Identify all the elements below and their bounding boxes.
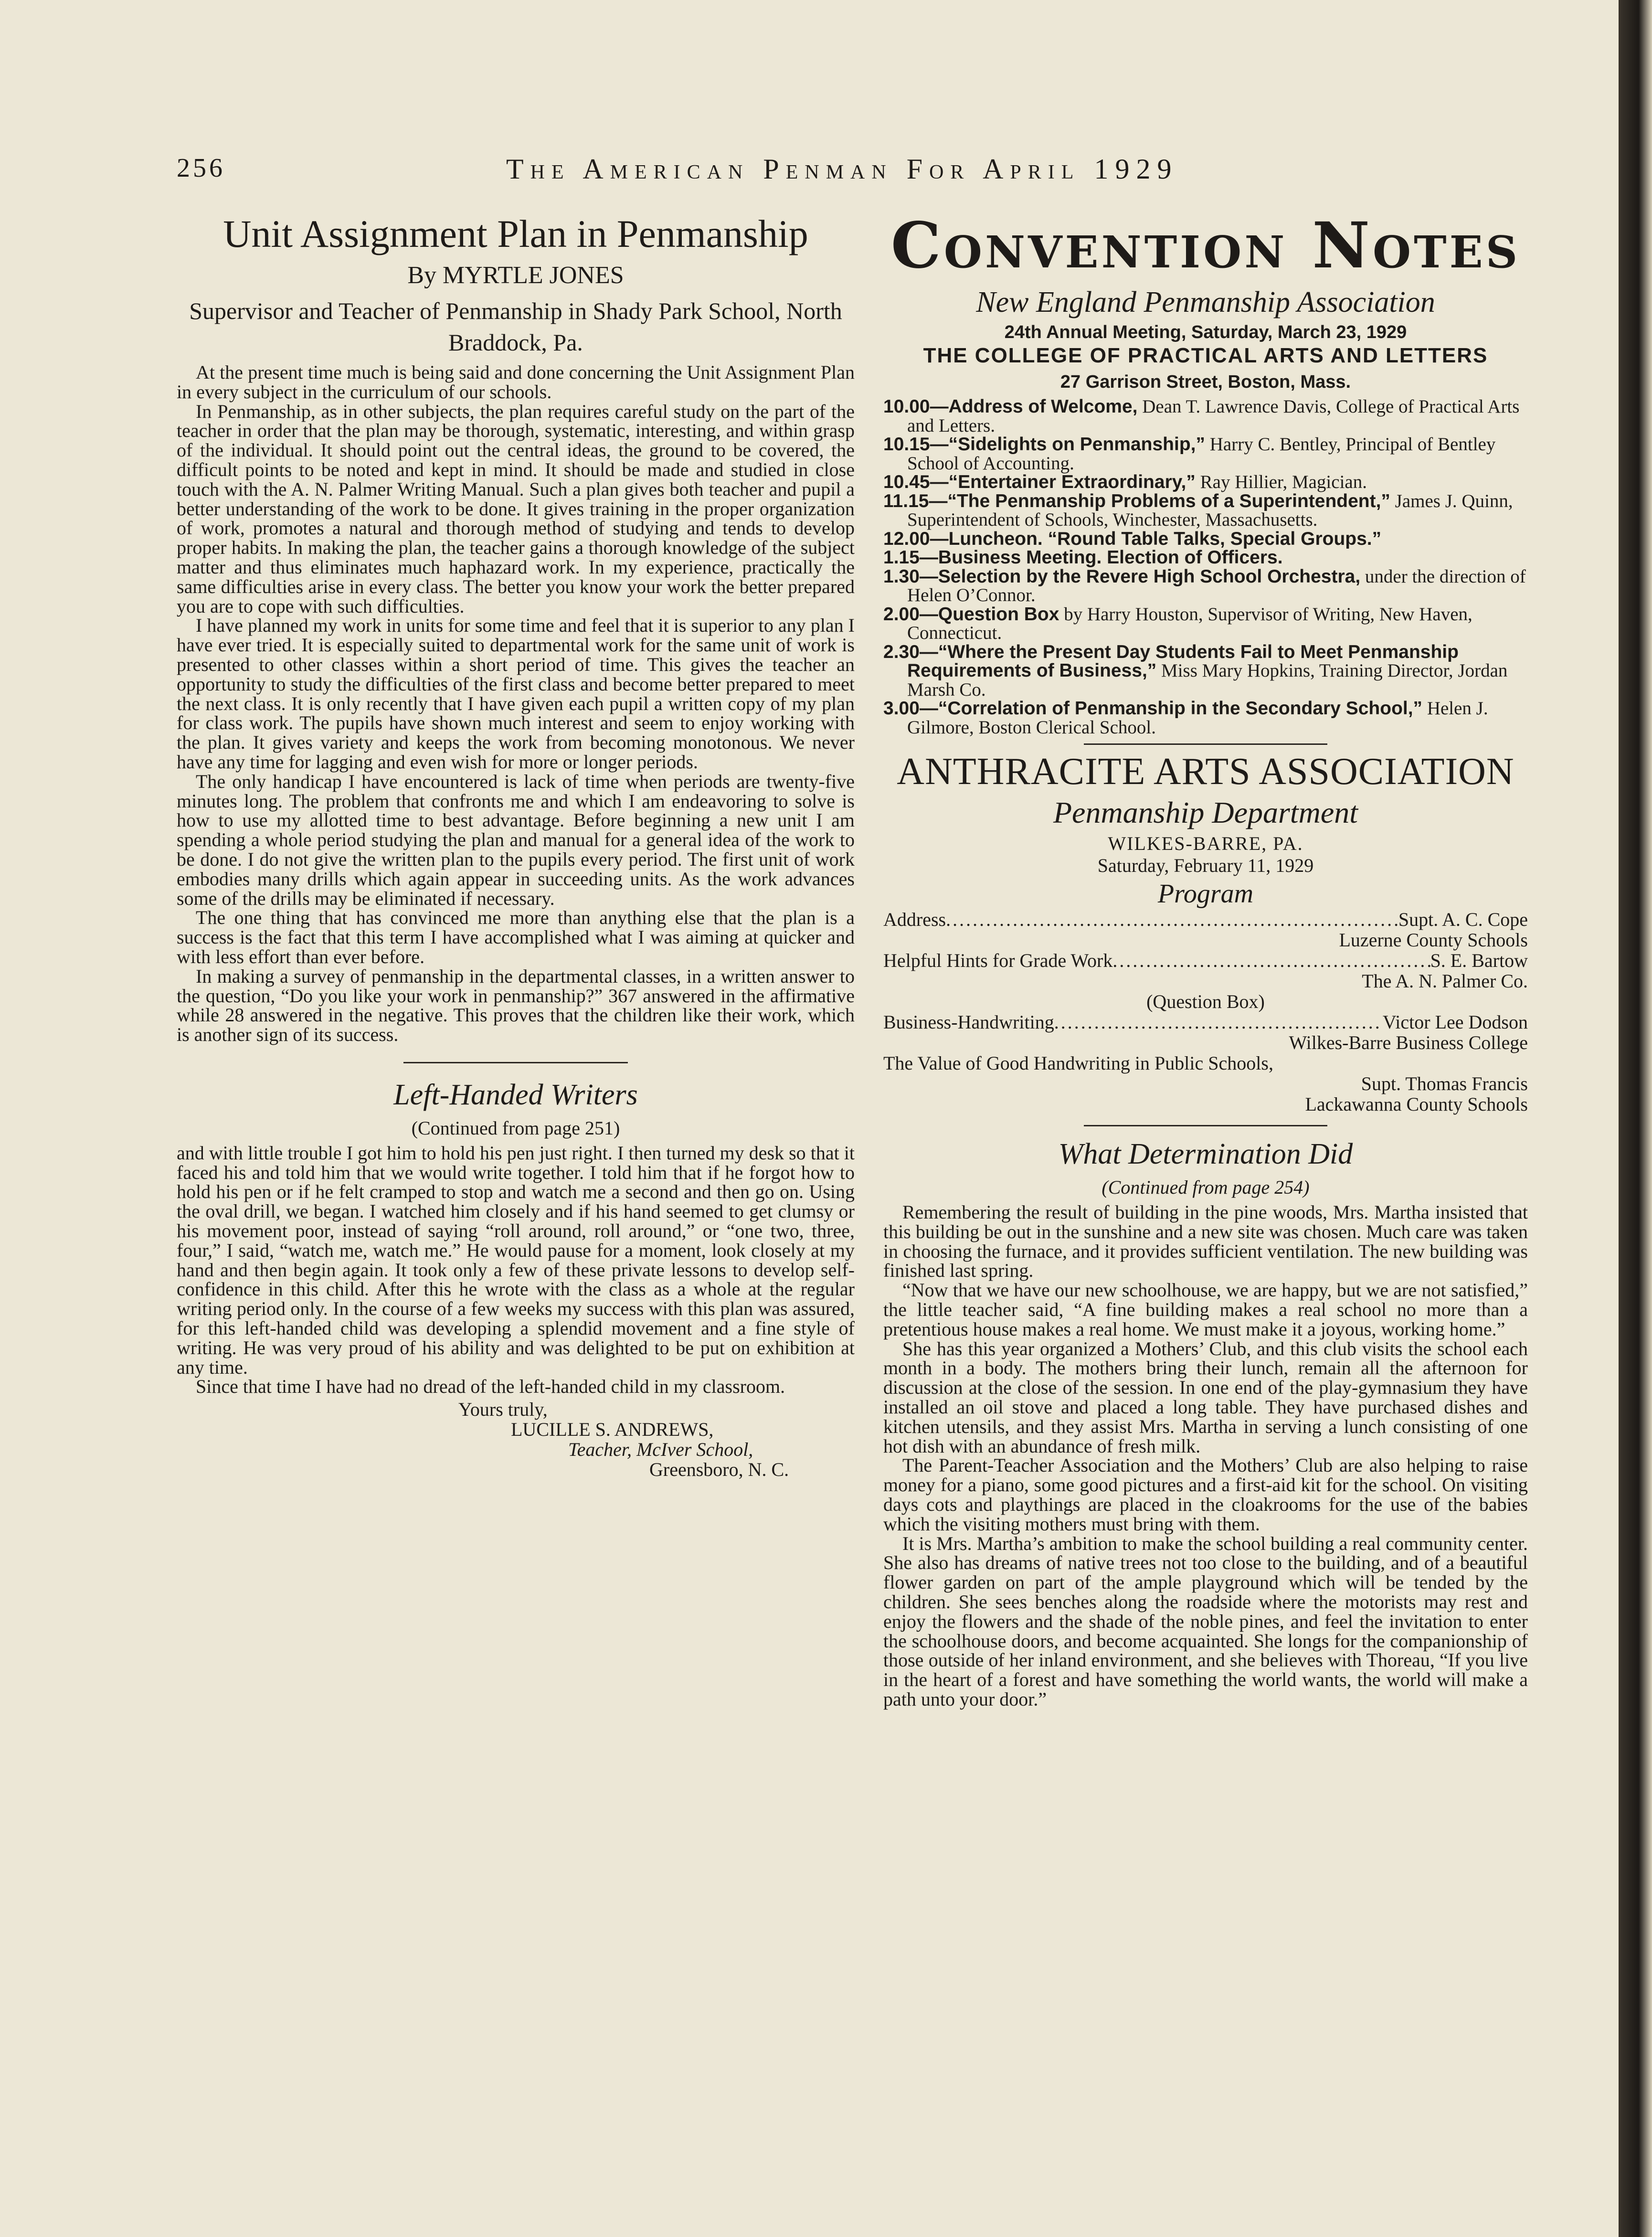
continued-note: (Continued from page 251)	[411, 1117, 620, 1139]
program-row: Business-Handwriting ..... Victor Lee Dodson	[883, 1012, 1528, 1032]
speaker-affiliation: Wilkes-Barre Business College	[1289, 1032, 1528, 1053]
program-item: 10.15—“Sidelights on Penmanship,” Harry C. Bentley, Principal of Bentley School of Accounting.	[883, 434, 1496, 474]
program-item: 10.00—Address of Welcome, Dean T. Lawrence Davis, College of Practical Arts and Letters.	[883, 396, 1520, 436]
article-title: Left-Handed Writers	[393, 1078, 638, 1111]
signer-title: Teacher, McIver School,	[568, 1439, 753, 1461]
paragraph: The Parent-Teacher Association and the Mothers’ Club are also helping to raise money for a piano, some good pictures and a first-aid kit for the school. On visiting days cots and playthings are placed in the cloakrooms for the use of the babies which the visiting mothers must bring with them.	[883, 1454, 1528, 1535]
college-name: THE COLLEGE OF PRACTICAL ARTS AND LETTERS	[923, 344, 1488, 367]
paragraph: In Penmanship, as in other subjects, the plan requires careful study on the part of the teacher in order that the plan may be thorough, systematic, interesting, and within grasp of the individual. It should point out the central ideas, the ground to be covered, the difficult points to be noted and kept in mind. It should be made and studied in close touch with the A. N. Palmer Writing Manual. Such a plan gives both teacher and pupil a better understanding of the work to be done. It gives training in the proper organization of work, promotes a natural and thorough method of studying and tends to develop proper habits. In making the plan, the teacher gains a thorough knowledge of the subject matter and thus eliminates much haphazard work. In my experience, practically the same difficulties arise in every class. The better you know your work the better prepared you are to cope with such difficulties.	[177, 400, 855, 617]
event-date: Saturday, February 11, 1929	[1097, 855, 1314, 876]
speaker-affiliation: The A. N. Palmer Co.	[1362, 970, 1528, 992]
program-item: 12.00—Luncheon. “Round Table Talks, Special Groups.”	[883, 528, 1382, 549]
program-item: 1.15—Business Meeting. Election of Officers.	[883, 547, 1283, 568]
signature-block	[177, 1399, 855, 1480]
paragraph: The only handicap I have encountered is lack of time when periods are twenty-five minutes long. The problem that confronts me and which I am endeavoring to solve is how to use my allotted time to best advantage. Before beginning a new unit I am spending a whole period studying the plan and manual for a general idea of the work to be done. I do not give the written plan to the pupils every period. The first unit of work embodies many drills which again appear in succeeding units. As the work advances some of the drills may be eliminated if necessary.	[177, 770, 855, 909]
section-divider	[1084, 743, 1327, 745]
speaker-name: Supt. Thomas Francis	[1361, 1073, 1528, 1094]
section-title: Convention Notes	[890, 209, 1521, 283]
association-title: ANTHRACITE ARTS ASSOCIATION	[897, 751, 1514, 793]
book-spine	[1619, 0, 1652, 2237]
paragraph: Remembering the result of building in the pine woods, Mrs. Martha insisted that this building be out in the sunshine and a new site was chosen. Much care was taken in choosing the furnace, and it provides sufficient ventilation. The new building was finished last spring.	[883, 1201, 1528, 1282]
paragraph: Since that time I have had no dread of the left-handed child in my classroom.	[196, 1376, 785, 1398]
program-row: Helpful Hints for Grade Work ..... S. E. Bartow	[883, 950, 1528, 971]
program-item: 10.45—“Entertainer Extraordinary,” Ray Hillier, Magician.	[883, 472, 1367, 492]
left-column	[177, 210, 855, 1480]
program-heading: Program	[1157, 879, 1254, 909]
program-row: Address ..... Supt. A. C. Cope	[883, 909, 1528, 930]
program-item: 3.00—“Correlation of Penmanship in the Secondary School,” Helen J. Gilmore, Boston Clerical School.	[883, 698, 1488, 738]
department-name: Penmanship Department	[1053, 795, 1358, 829]
author-affiliation: Supervisor and Teacher of Penmanship in Shady Park School, North Braddock, Pa.	[189, 297, 842, 356]
paragraph: The one thing that has convinced me more than anything else that the plan is a success is the fact that this term I have accomplished what I was aiming at quicker and with less effort than ever before.	[177, 907, 855, 967]
article-title: Unit Assignment Plan in Penmanship	[223, 212, 808, 255]
paragraph: It is Mrs. Martha’s ambition to make the school building a real community center. She also has dreams of native trees not too close to the building, and of a beautiful flower garden on part of the ample playground which will be tended by the children. She sees benches along the roadside where the motorists may rest and enjoy the flowers and the shade of the noble pines, and feel the invitation to enter the schoolhouse doors, and become acquainted. She longs for the companionship of those outside of her inland environment, and she believes with Thoreau, “If you live in the heart of a forest and have something the world wants, the world will make a path unto your door.”	[883, 1532, 1528, 1710]
article-title: What Determination Did	[1058, 1138, 1353, 1170]
anthracite-program	[883, 909, 1528, 1114]
program-item: 11.15—“The Penmanship Problems of a Superintendent,” James J. Quinn, Superintendent of Schools, Winchester, Massachusetts.	[883, 490, 1513, 530]
section-divider	[403, 1062, 628, 1063]
continued-note: (Continued from page 254)	[1101, 1177, 1310, 1198]
event-city: WILKES-BARRE, PA.	[1108, 833, 1303, 854]
meeting-line: 24th Annual Meeting, Saturday, March 23, 1929	[1004, 322, 1407, 342]
closing: Yours truly,	[458, 1399, 548, 1421]
page-header	[177, 153, 1246, 196]
page-number: 256	[177, 153, 225, 183]
program-row: The Value of Good Handwriting in Public Schools,	[883, 1052, 1273, 1074]
paragraph: I have planned my work in units for some time and feel that it is superior to any plan I have ever tried. It is especially suited to departmental work for the same unit of work is presented to other classes within a short period of time. This gives the teacher an opportunity to study the difficulties of the first class and become better prepared to meet the next class. It is only recently that I have given each pupil a written copy of my plan for class work. The pupils have shown much interest and seem to enjoy working with the plan. It gives variety and keeps the work from becoming monotonous. We never have any time for lagging and even wish for more or longer periods.	[177, 615, 855, 773]
section-divider	[1084, 1125, 1327, 1126]
right-column	[883, 210, 1528, 1709]
paragraph: In making a survey of penmanship in the departmental classes, in a written answer to the question, “Do you like your work in penmanship?” 367 answered in the affirmative while 28 answered in the negative. This proves that the children like their work, which is another sign of its success.	[177, 965, 855, 1046]
program-item: 1.30—Selection by the Revere High School Orchestra, under the direction of Helen O’Connor.	[883, 566, 1526, 605]
convention-program	[883, 397, 1528, 737]
paragraph: and with little trouble I got him to hold his pen just right. I then turned my desk so that it faced his and told him that we would write together. I told him that if he forgot how to hold his pen or if he felt cramped to stop and watch me a second and then go on. Using the oval drill, we began. I watched him closely and if his hand seemed to get clumsy or his movement poor, instead of saying “roll around, roll around,” or “one two, three, four,” I said, “watch me, watch me.” He would pause for a moment, look closely at my hand and then begin again. It took only a few of these private lessons to develop self-confidence in this child. After this he wrote with the class as a whole at the regular writing period only. In the course of a few weeks my success with this plan was assured, for this left-handed child was developing a splendid movement and a fine style of writing. He was very proud of his ability and was delighted to be put on exhibition at any time.	[177, 1142, 855, 1378]
article-byline: By MYRTLE JONES	[407, 262, 624, 289]
paragraph: “Now that we have our new schoolhouse, we are happy, but we are not satisfied,” the little teacher said, “A fine building makes a real school no more than a pretentious house makes a real home. We must make it a joyous, working home.”	[883, 1279, 1528, 1340]
signer-place: Greensboro, N. C.	[649, 1459, 789, 1481]
paragraph: At the present time much is being said and done concerning the Unit Assignment Plan in every subject in the curriculum of our schools.	[177, 361, 855, 403]
running-title: The American Penman For April 1929	[506, 153, 1178, 185]
college-address: 27 Garrison Street, Boston, Mass.	[1060, 372, 1351, 392]
association-name: New England Penmanship Association	[976, 286, 1435, 318]
paragraph: She has this year organized a Mothers’ Club, and this club visits the school each month in a body. The mothers bring their lunch, remain all the afternoon for discussion at the close of the session. In one end of the play-gymnasium they have installed an oil stove and placed a long table. They have purchased dishes and kitchen utensils, and they assist Mrs. Martha in serving a lunch consisting of one hot dish with an abundance of fresh milk.	[883, 1337, 1528, 1457]
speaker-affiliation: Luzerne County Schools	[1339, 929, 1528, 951]
speaker-affiliation: Lackawanna County Schools	[1305, 1093, 1528, 1115]
program-item: 2.30—“Where the Present Day Students Fail to Meet Penmanship Requirements of Business,” Miss Mary Hopkins, Training Director, Jordan Marsh Co.	[883, 641, 1508, 700]
signer-name: LUCILLE S. ANDREWS,	[511, 1419, 714, 1441]
question-box: (Question Box)	[1146, 991, 1265, 1012]
program-item: 2.00—Question Box by Harry Houston, Supervisor of Writing, New Haven, Connecticut.	[883, 604, 1472, 643]
